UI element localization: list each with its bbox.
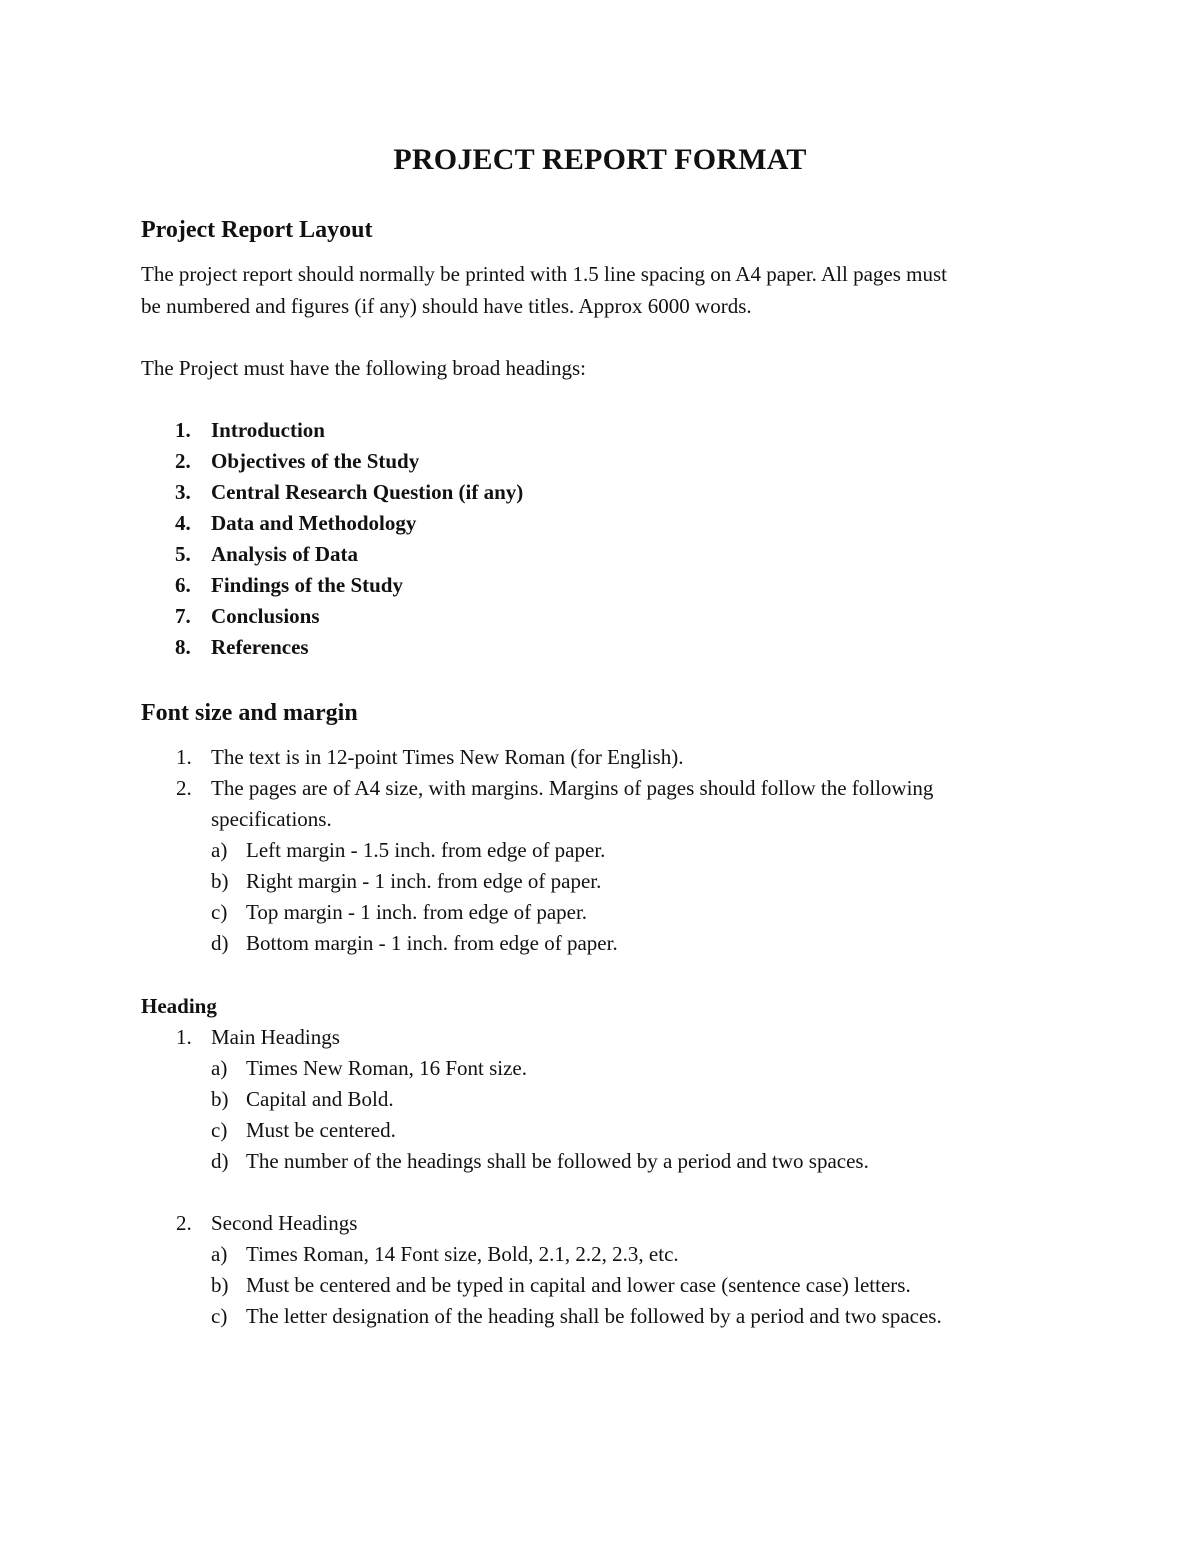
list-item-text: Findings of the Study	[211, 573, 403, 597]
sub-item-marker: a)	[211, 838, 228, 862]
sub-item-text: Left margin - 1.5 inch. from edge of paper.	[246, 838, 606, 862]
headings-intro-paragraph: The Project must have the following broad headings:	[141, 356, 586, 380]
list-item-text: The pages are of A4 size, with margins. Margins of pages should follow the following	[211, 776, 934, 800]
list-item-number: 8.	[175, 635, 191, 659]
list-item-number: 3.	[175, 480, 191, 504]
sub-item-marker: b)	[211, 1273, 229, 1297]
list-item-text: Second Headings	[211, 1211, 358, 1235]
list-item-number: 7.	[175, 604, 191, 628]
sub-item-text: Top margin - 1 inch. from edge of paper.	[246, 900, 588, 924]
list-item-text: Data and Methodology	[211, 511, 417, 535]
list-item-number: 6.	[175, 573, 191, 597]
sub-item-marker: d)	[211, 931, 229, 955]
list-item-number: 5.	[175, 542, 191, 566]
layout-paragraph-line-2: be numbered and figures (if any) should have titles. Approx 6000 words.	[141, 294, 752, 318]
list-item-number: 2.	[175, 449, 191, 473]
list-item-text: Introduction	[211, 418, 325, 442]
sub-item-text: Times Roman, 14 Font size, Bold, 2.1, 2.2, 2.3, etc.	[246, 1242, 679, 1266]
sub-item-marker: c)	[211, 900, 228, 924]
sub-item-text: Bottom margin - 1 inch. from edge of paper.	[246, 931, 618, 955]
sub-item-text: The number of the headings shall be followed by a period and two spaces.	[246, 1149, 869, 1173]
list-item-text: Main Headings	[211, 1025, 340, 1049]
sub-item-marker: b)	[211, 869, 229, 893]
sub-item-text: Times New Roman, 16 Font size.	[246, 1056, 527, 1080]
list-item-number: 1.	[175, 418, 191, 442]
list-item-text: Conclusions	[211, 604, 320, 628]
list-item-text-continued: specifications.	[211, 807, 332, 831]
sub-item-text: Must be centered and be typed in capital and lower case (sentence case) letters.	[246, 1273, 911, 1297]
section-heading-font-margin: Font size and margin	[141, 700, 358, 726]
list-item-text: References	[211, 635, 309, 659]
sub-item-marker: d)	[211, 1149, 229, 1173]
sub-item-marker: a)	[211, 1056, 228, 1080]
section-heading-layout: Project Report Layout	[141, 217, 373, 243]
list-item-number: 4.	[175, 511, 191, 535]
sub-item-text: Must be centered.	[246, 1118, 396, 1142]
sub-item-text: Right margin - 1 inch. from edge of paper.	[246, 869, 602, 893]
list-item-text: Objectives of the Study	[211, 449, 420, 473]
sub-item-marker: c)	[211, 1118, 228, 1142]
list-item-text: The text is in 12-point Times New Roman (for English).	[211, 745, 684, 769]
page-title: PROJECT REPORT FORMAT	[393, 143, 807, 176]
list-item-text: Analysis of Data	[211, 542, 359, 566]
section-heading-heading: Heading	[141, 994, 217, 1018]
list-item-number: 1.	[176, 1025, 192, 1049]
list-item-number: 1.	[176, 745, 192, 769]
sub-item-marker: a)	[211, 1242, 228, 1266]
sub-item-marker: b)	[211, 1087, 229, 1111]
layout-paragraph-line-1: The project report should normally be printed with 1.5 line spacing on A4 paper. All pages must	[141, 262, 948, 286]
list-item-text: Central Research Question (if any)	[211, 480, 524, 504]
sub-item-text: Capital and Bold.	[246, 1087, 394, 1111]
list-item-number: 2.	[176, 1211, 192, 1235]
list-item-number: 2.	[176, 776, 192, 800]
sub-item-text: The letter designation of the heading shall be followed by a period and two spaces.	[246, 1304, 942, 1328]
sub-item-marker: c)	[211, 1304, 228, 1328]
